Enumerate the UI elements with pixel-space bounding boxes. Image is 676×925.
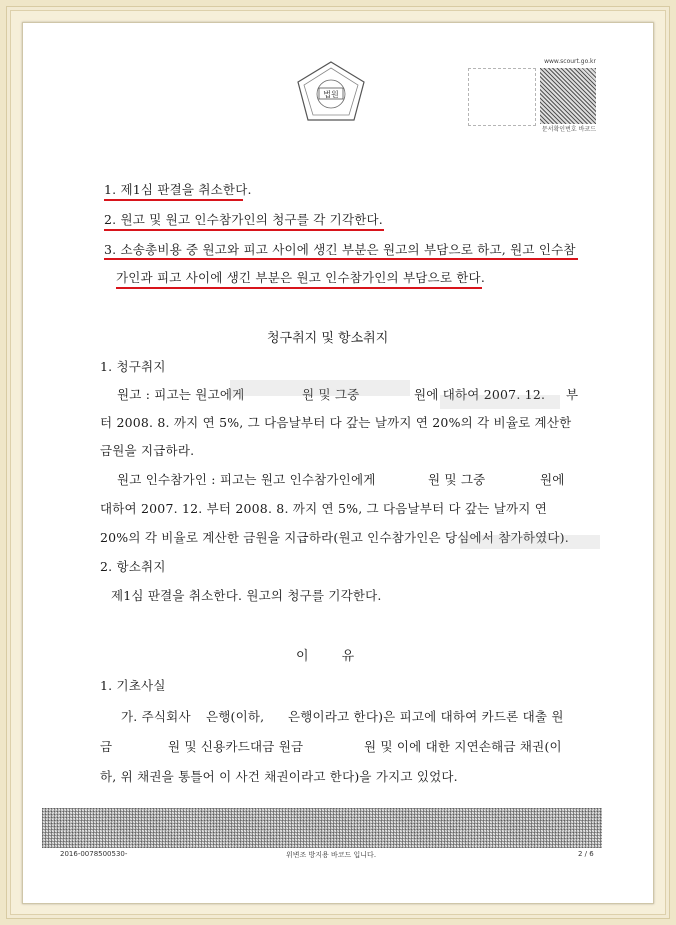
claims-p1-text-b: 원 및 그중	[302, 387, 360, 402]
claims-p1-text-d: 부	[566, 387, 579, 402]
reasons-p1-text-b: 은행(이하,	[206, 709, 265, 724]
reasons-heading: 이 유	[296, 649, 355, 664]
claims-p3: 제1심 판결을 취소한다. 원고의 청구를 기각한다.	[111, 588, 382, 603]
claims-p1-text-c: 원에 대하여 2007. 12.	[414, 387, 546, 402]
reasons-p1-text-a: 가. 주식회사	[121, 709, 191, 724]
ruling-item-3-line-1: 3. 소송총비용 중 원고와 피고 사이에 생긴 부분은 원고의 부담으로 하고, 원고 인수참	[104, 242, 576, 257]
document-number: 2016-0078500530-	[60, 850, 128, 858]
red-underline	[104, 229, 384, 231]
claims-p1-line-3: 금원을 지급하라.	[100, 443, 195, 458]
qr-caption: 문서확인번호 바코드	[541, 126, 596, 133]
anti-forgery-notice: 위변조 방지용 바코드 입니다.	[286, 851, 377, 859]
qr-code-icon	[540, 68, 596, 124]
claims-p2-text-c: 원에	[540, 472, 565, 487]
reasons-p1-text-f: 원 및 이에 대한 지연손해금 채권(이	[364, 739, 562, 754]
claims-subtitle-1: 1. 청구취지	[100, 359, 166, 374]
claims-p2-line-2: 대하여 2007. 12. 부터 2008. 8. 까지 연 5%, 그 다음날부터 다 갚는 날까지 연	[100, 501, 547, 516]
reasons-p1-text-e: 원 및 신용카드대금 원금	[168, 739, 304, 754]
qr-placeholder-area	[468, 68, 536, 126]
red-underline	[104, 199, 243, 201]
reasons-p1-text-d: 금	[100, 739, 113, 754]
claims-p2-line-3: 20%의 각 비율로 계산한 금원을 지급하라(원고 인수참가인은 당심에서 참가하였다).	[100, 530, 569, 545]
red-underline	[104, 258, 578, 260]
verification-qr-block	[468, 58, 596, 133]
court-seal-icon	[292, 58, 370, 128]
scan-smear	[230, 380, 410, 396]
claims-p2-text-b: 원 및 그중	[428, 472, 486, 487]
scan-smear	[440, 395, 560, 409]
claims-subtitle-2: 2. 항소취지	[100, 559, 166, 574]
claims-p1-line-2: 터 2008. 8. 까지 연 5%, 그 다음날부터 다 갚는 날까지 연 20%의 각 비율로 계산한	[100, 415, 572, 430]
ruling-item-3-line-2: 가인과 피고 사이에 생긴 부분은 원고 인수참가인의 부담으로 한다.	[116, 270, 485, 285]
page-number: 2 / 6	[578, 850, 594, 858]
qr-url: www.scourt.go.kr	[544, 58, 596, 65]
red-underline	[116, 287, 482, 289]
seal-label: 법원	[323, 90, 339, 99]
scan-smear	[460, 535, 600, 549]
reasons-subtitle-1: 1. 기초사실	[100, 678, 166, 693]
ruling-item-1: 1. 제1심 판결을 취소한다.	[104, 182, 252, 197]
anti-forgery-barcode-band	[42, 808, 602, 848]
claims-p2-text-a: 원고 인수참가인 : 피고는 원고 인수참가인에게	[117, 472, 376, 487]
claims-heading: 청구취지 및 항소취지	[267, 331, 389, 346]
reasons-p1-text-c: 은행이라고 한다)은 피고에 대하여 카드론 대출 원	[288, 709, 564, 724]
claims-p1-text-a: 원고 : 피고는 원고에게	[117, 387, 245, 402]
reasons-p1-line-3: 하, 위 채권을 통틀어 이 사건 채권이라고 한다)을 가지고 있었다.	[100, 769, 458, 784]
ruling-item-2: 2. 원고 및 원고 인수참가인의 청구를 각 기각한다.	[104, 212, 383, 227]
